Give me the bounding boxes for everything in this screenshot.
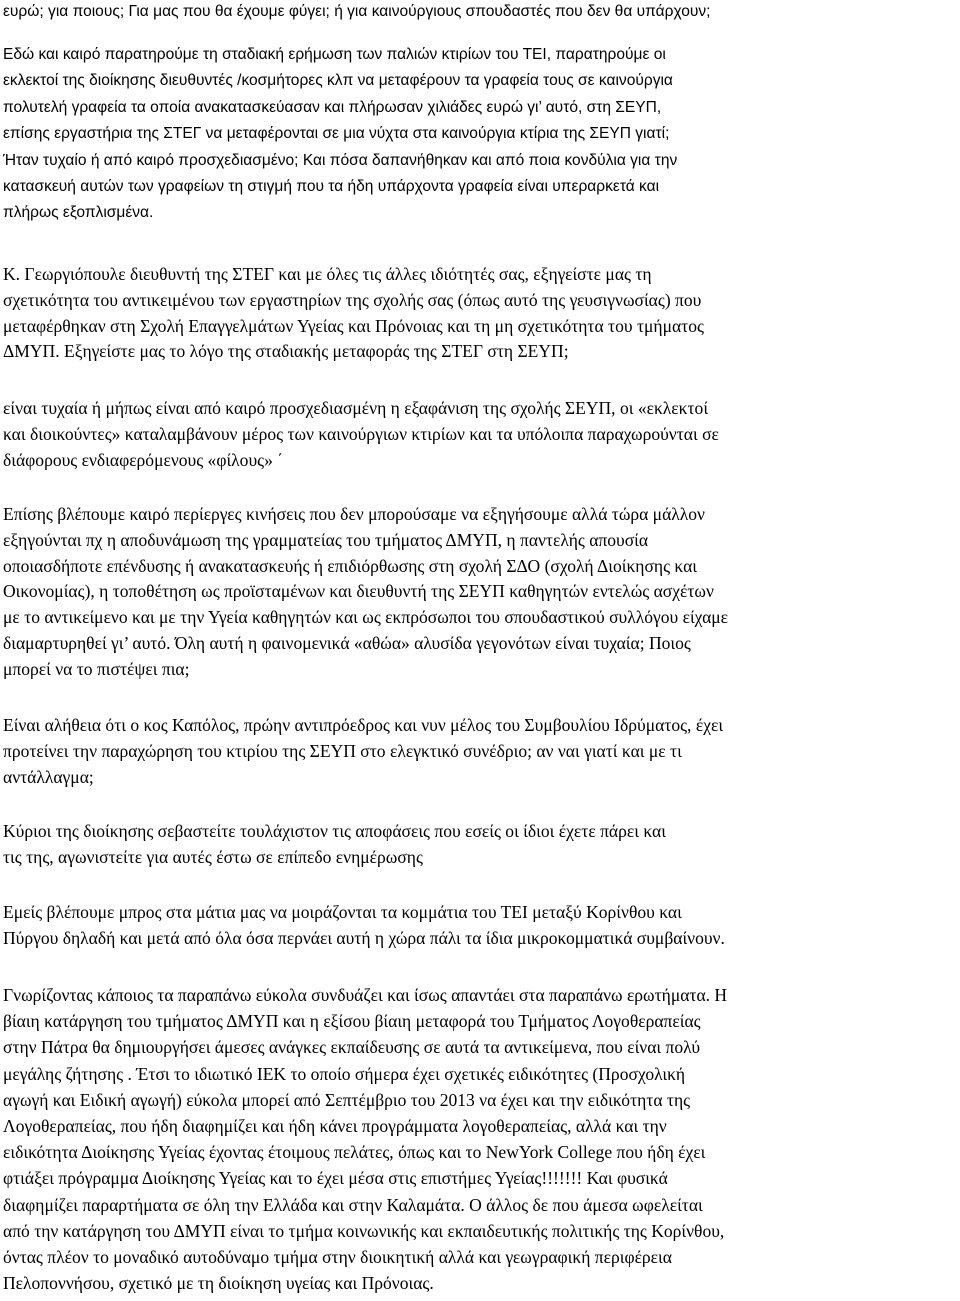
text-line: από την κατάργηση του ΔΜΥΠ είναι το τμήμα κοινωνικής και εκπαιδευτικής πολιτικής της Κορίνθου, [3, 1220, 725, 1241]
text-line: ΔΜΥΠ. Εξηγείστε μας το λόγο της σταδιακής μεταφοράς της ΣΤΕΓ στη ΣΕΥΠ; [3, 341, 569, 362]
text-line: όντας πλέον το μοναδικό αυτοδύναμο τμήμα στην διοικητική αλλά και γεωγραφική περιφέρεια [3, 1247, 672, 1268]
text-line: Εδώ και καιρό παρατηρούμε τη σταδιακή ερήμωση των παλιών κτιρίων του ΤΕΙ, παρατηρούμε οι [3, 46, 666, 63]
text-line: Επίσης βλέπουμε καιρό περίεργες κινήσεις που δεν μπορούσαμε να εξηγήσουμε αλλά τώρα μάλλον [3, 504, 705, 524]
text-line: εκλεκτοί της διοίκησης διευθυντές /κοσμήτορες κλπ να μεταφέρουν τα γραφεία τους σε καινούργια [3, 72, 673, 90]
text-line: είναι τυχαία ή μήπως είναι από καιρό προσχεδιασμένη η εξαφάνιση της σχολής ΣΕΥΠ, οι «εκλεκτοί [3, 398, 709, 418]
paragraph-administration [3, 819, 958, 871]
paragraph-conclusion [3, 982, 958, 1296]
text-line: Οικονομίας), η τοποθέτηση ως προϊσταμένων και διευθυντή της ΣΕΥΠ καθηγητών εντελώς ασχέτων [3, 581, 714, 602]
text-line: Ήταν τυχαίο ή από καιρό προσχεδιασμένο; Και πόσα δαπανήθηκαν και από ποια κονδύλια για την [3, 151, 678, 169]
text-line: με το αντικείμενο και με την Υγεία καθηγητών και ως εκπρόσωποι του σπουδαστικού συλλόγου είχαμε [3, 607, 729, 628]
text-line: σχετικότητα του αντικειμένου των εργαστηρίων της σχολής σας (όπως αυτό της γευσιγνωσίας) που [3, 289, 702, 310]
text-line: μεταφέρθηκαν στη Σχολή Επαγγελμάτων Υγείας και Πρόνοιας και τη μη σχετικότητα του τμήματος [3, 315, 704, 336]
text-line: Πελοποννήσου, σχετικό με τη διοίκηση υγείας και Πρόνοιας. [3, 1273, 434, 1294]
text-line: βίαιη κατάργηση του τμήματος ΔΜΥΠ και η εξίσου βίαιη μεταφορά του Τμήματος Λογοθεραπείας [3, 1011, 701, 1032]
text-line: φτιάξει πρόγραμμα Διοίκησης Υγείας και το έχει μέσα στις επιστήμες Υγείας!!!!!!! Και φυσικά [3, 1168, 668, 1189]
paragraph-kapolos [3, 713, 958, 790]
text-line: ειδικότητα Διοίκησης Υγείας έχοντας έτοιμους πελάτες, όπως και το NewYork College που ήδη έχει [3, 1142, 706, 1163]
paragraph-intro [3, 0, 958, 25]
paragraph-korinthos-pyrgos [3, 900, 958, 952]
text-line: Είναι αλήθεια ότι ο κος Καπόλος, πρώην αντιπρόεδρος και νυν μέλος του Συμβουλίου Ιδρύματος, έχει [3, 715, 724, 735]
paragraph-movements [3, 502, 958, 683]
text-line: Κύριοι της διοίκησης σεβαστείτε τουλάχιστον τις αποφάσεις που εσείς οι ίδιοι έχετε πάρει και [3, 821, 666, 841]
text-line: εξηγούνται πχ η αποδυνάμωση της γραμματείας του τμήματος ΔΜΥΠ, η παντελής απουσία [3, 529, 649, 550]
text-line: πολυτελή γραφεία τα οποία ανακατασκεύασαν και πλήρωσαν χιλιάδες ευρώ γι’ αυτό, στη ΣΕΥΠ, [3, 98, 662, 116]
text-line: Λογοθεραπείας, που ήδη διαφημίζει και ήδη κάνει προγράμματα λογοθεραπείας, αλλά και την [3, 1116, 667, 1137]
paragraph-buildings [3, 42, 958, 227]
text-line: Κ. Γεωργιόπουλε διευθυντή της ΣΤΕΓ και με όλες τις άλλες ιδιότητές σας, εξηγείστε μας τη [3, 264, 652, 284]
text-line: προτείνει την παραχώρηση του κτιρίου της ΣΕΥΠ στο ελεγκτικό συνέδριο; αν ναι γιατί και με τι [3, 740, 682, 761]
text-line: στην Πάτρα θα δημιουργήσει άμεσες ανάγκες εκπαίδευσης σε αυτά τα αντικείμενα, που είναι πολύ [3, 1037, 701, 1058]
text-line: αντάλλαγμα; [3, 766, 94, 787]
text-line: επίσης εργαστήρια της ΣΤΕΓ να μεταφέρονται σε μια νύχτα στα καινούργια κτίρια της ΣΕΥΠ γιατί; [3, 125, 670, 143]
text-line: και διοικούντες» καταλαμβάνουν μέρος των καινούργιων κτιρίων και τα υπόλοιπα παραχωρούνται σε [3, 423, 719, 444]
paragraph-director [3, 262, 958, 365]
paragraph-disappearance [3, 396, 958, 473]
text-line: διαμαρτυρηθεί γι’ αυτό. Όλη αυτή η φαινομενικά «αθώα» αλυσίδα γεγονότων είναι τυχαία; Ποιος [3, 632, 691, 653]
text-line: μεγάλης ζήτησης . Έτσι το ιδιωτικό ΙΕΚ το οποίο σήμερα έχει σχετικές ειδικότητες (Προσχολική [3, 1063, 686, 1084]
text-line: πλήρως εξοπλισμένα. [3, 204, 154, 222]
text-line: αγωγή και Ειδική αγωγή) εύκολα μπορεί από Σεπτέμβριο του 2013 να έχει και την ειδικότητα της [3, 1089, 691, 1110]
text-line: Γνωρίζοντας κάποιος τα παραπάνω εύκολα συνδυάζει και ίσως απαντάει στα παραπάνω ερωτήματα. Η [3, 985, 728, 1005]
text-line: Εμείς βλέπουμε μπρος στα μάτια μας να μοιράζονται τα κομμάτια του ΤΕΙ μεταξύ Κορίνθου και [3, 902, 682, 922]
text-line: οποιασδήποτε επένδυσης ή ανακατασκευής ή επιδιόρθωσης στη σχολή ΣΔΟ (σχολή Διοίκησης και [3, 555, 698, 576]
text-line: Πύργου δηλαδή και μετά από όλα όσα περνάει αυτή η χώρα πάλι τα ίδια μικροκομματικά συμβαίνουν. [3, 927, 725, 948]
text-line: ευρώ; για ποιους; Για μας που θα έχουμε φύγει; ή για καινούργιους σπουδαστές που δεν θα υπάρχουν; [3, 3, 711, 20]
text-line: διάφορους ενδιαφερόμενους «φίλους» ΄ [3, 449, 284, 470]
text-line: κατασκευή αυτών των γραφείων τη στιγμή που τα ήδη υπάρχοντα γραφεία είναι υπεραρκετά και [3, 178, 660, 196]
text-line: μπορεί να το πιστέψει πια; [3, 658, 190, 679]
text-line: διαφημίζει παραρτήματα σε όλη την Ελλάδα και στην Καλαμάτα. Ο άλλος δε που άμεσα ωφελείται [3, 1194, 703, 1215]
text-line: τις της, αγωνιστείτε για αυτές έστω σε επίπεδο ενημέρωσης [3, 846, 423, 867]
